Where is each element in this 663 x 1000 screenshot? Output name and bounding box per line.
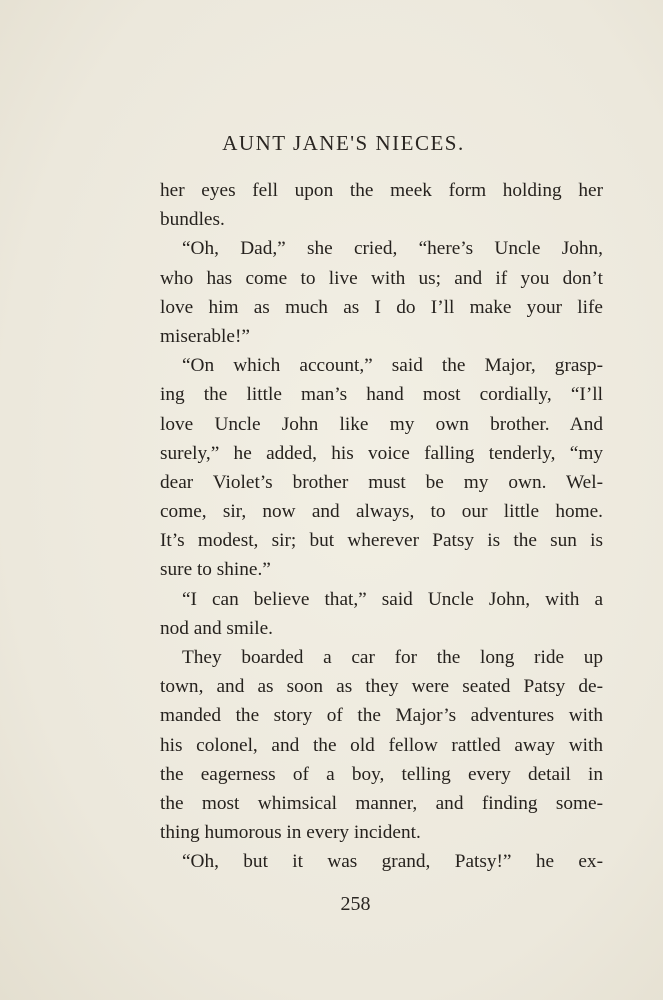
text-line: the eagerness of a boy, telling every detail in	[160, 763, 603, 785]
text-line: town, and as soon as they were seated Patsy de-	[160, 676, 603, 698]
paragraph	[160, 351, 603, 585]
body-text	[160, 176, 603, 877]
text-line: bundles.	[160, 209, 225, 231]
paragraph	[160, 585, 603, 643]
text-line: love Uncle John like my own brother. And	[160, 413, 603, 435]
text-line: “Oh, but it was grand, Patsy!” he ex-	[182, 851, 603, 873]
text-line: It’s modest, sir; but wherever Patsy is the sun is	[160, 530, 603, 552]
text-line: thing humorous in every incident.	[160, 822, 421, 844]
text-line: They boarded a car for the long ride up	[182, 647, 603, 668]
paragraph	[160, 234, 603, 351]
text-line: manded the story of the Major’s adventures with	[160, 705, 603, 727]
text-line: her eyes fell upon the meek form holding her	[160, 180, 603, 201]
text-line: come, sir, now and always, to our little home.	[160, 501, 603, 523]
text-line: “Oh, Dad,” she cried, “here’s Uncle John,	[182, 238, 603, 260]
paragraph	[160, 847, 603, 876]
paragraph	[160, 643, 603, 847]
text-line: nod and smile.	[160, 617, 273, 639]
text-line: the most whimsical manner, and finding some-	[160, 792, 603, 814]
text-line: love him as much as I do I’ll make your life	[160, 296, 603, 318]
page-number: 258	[340, 893, 371, 915]
text-line: surely,” he added, his voice falling tenderly, “my	[160, 442, 603, 464]
text-line: dear Violet’s brother must be my own. Wel-	[160, 471, 603, 493]
text-line: his colonel, and the old fellow rattled away with	[160, 734, 603, 756]
text-line: “On which account,” said the Major, grasp-	[182, 355, 603, 377]
text-line: ing the little man’s hand most cordially, “I’ll	[160, 384, 603, 406]
text-line: who has come to live with us; and if you don’t	[160, 267, 603, 289]
paragraph	[160, 176, 603, 234]
text-line: sure to shine.”	[160, 559, 271, 581]
running-head: AUNT JANE'S NIECES.	[222, 131, 465, 155]
text-line: miserable!”	[160, 325, 250, 347]
text-line: “I can believe that,” said Uncle John, with a	[182, 588, 603, 610]
